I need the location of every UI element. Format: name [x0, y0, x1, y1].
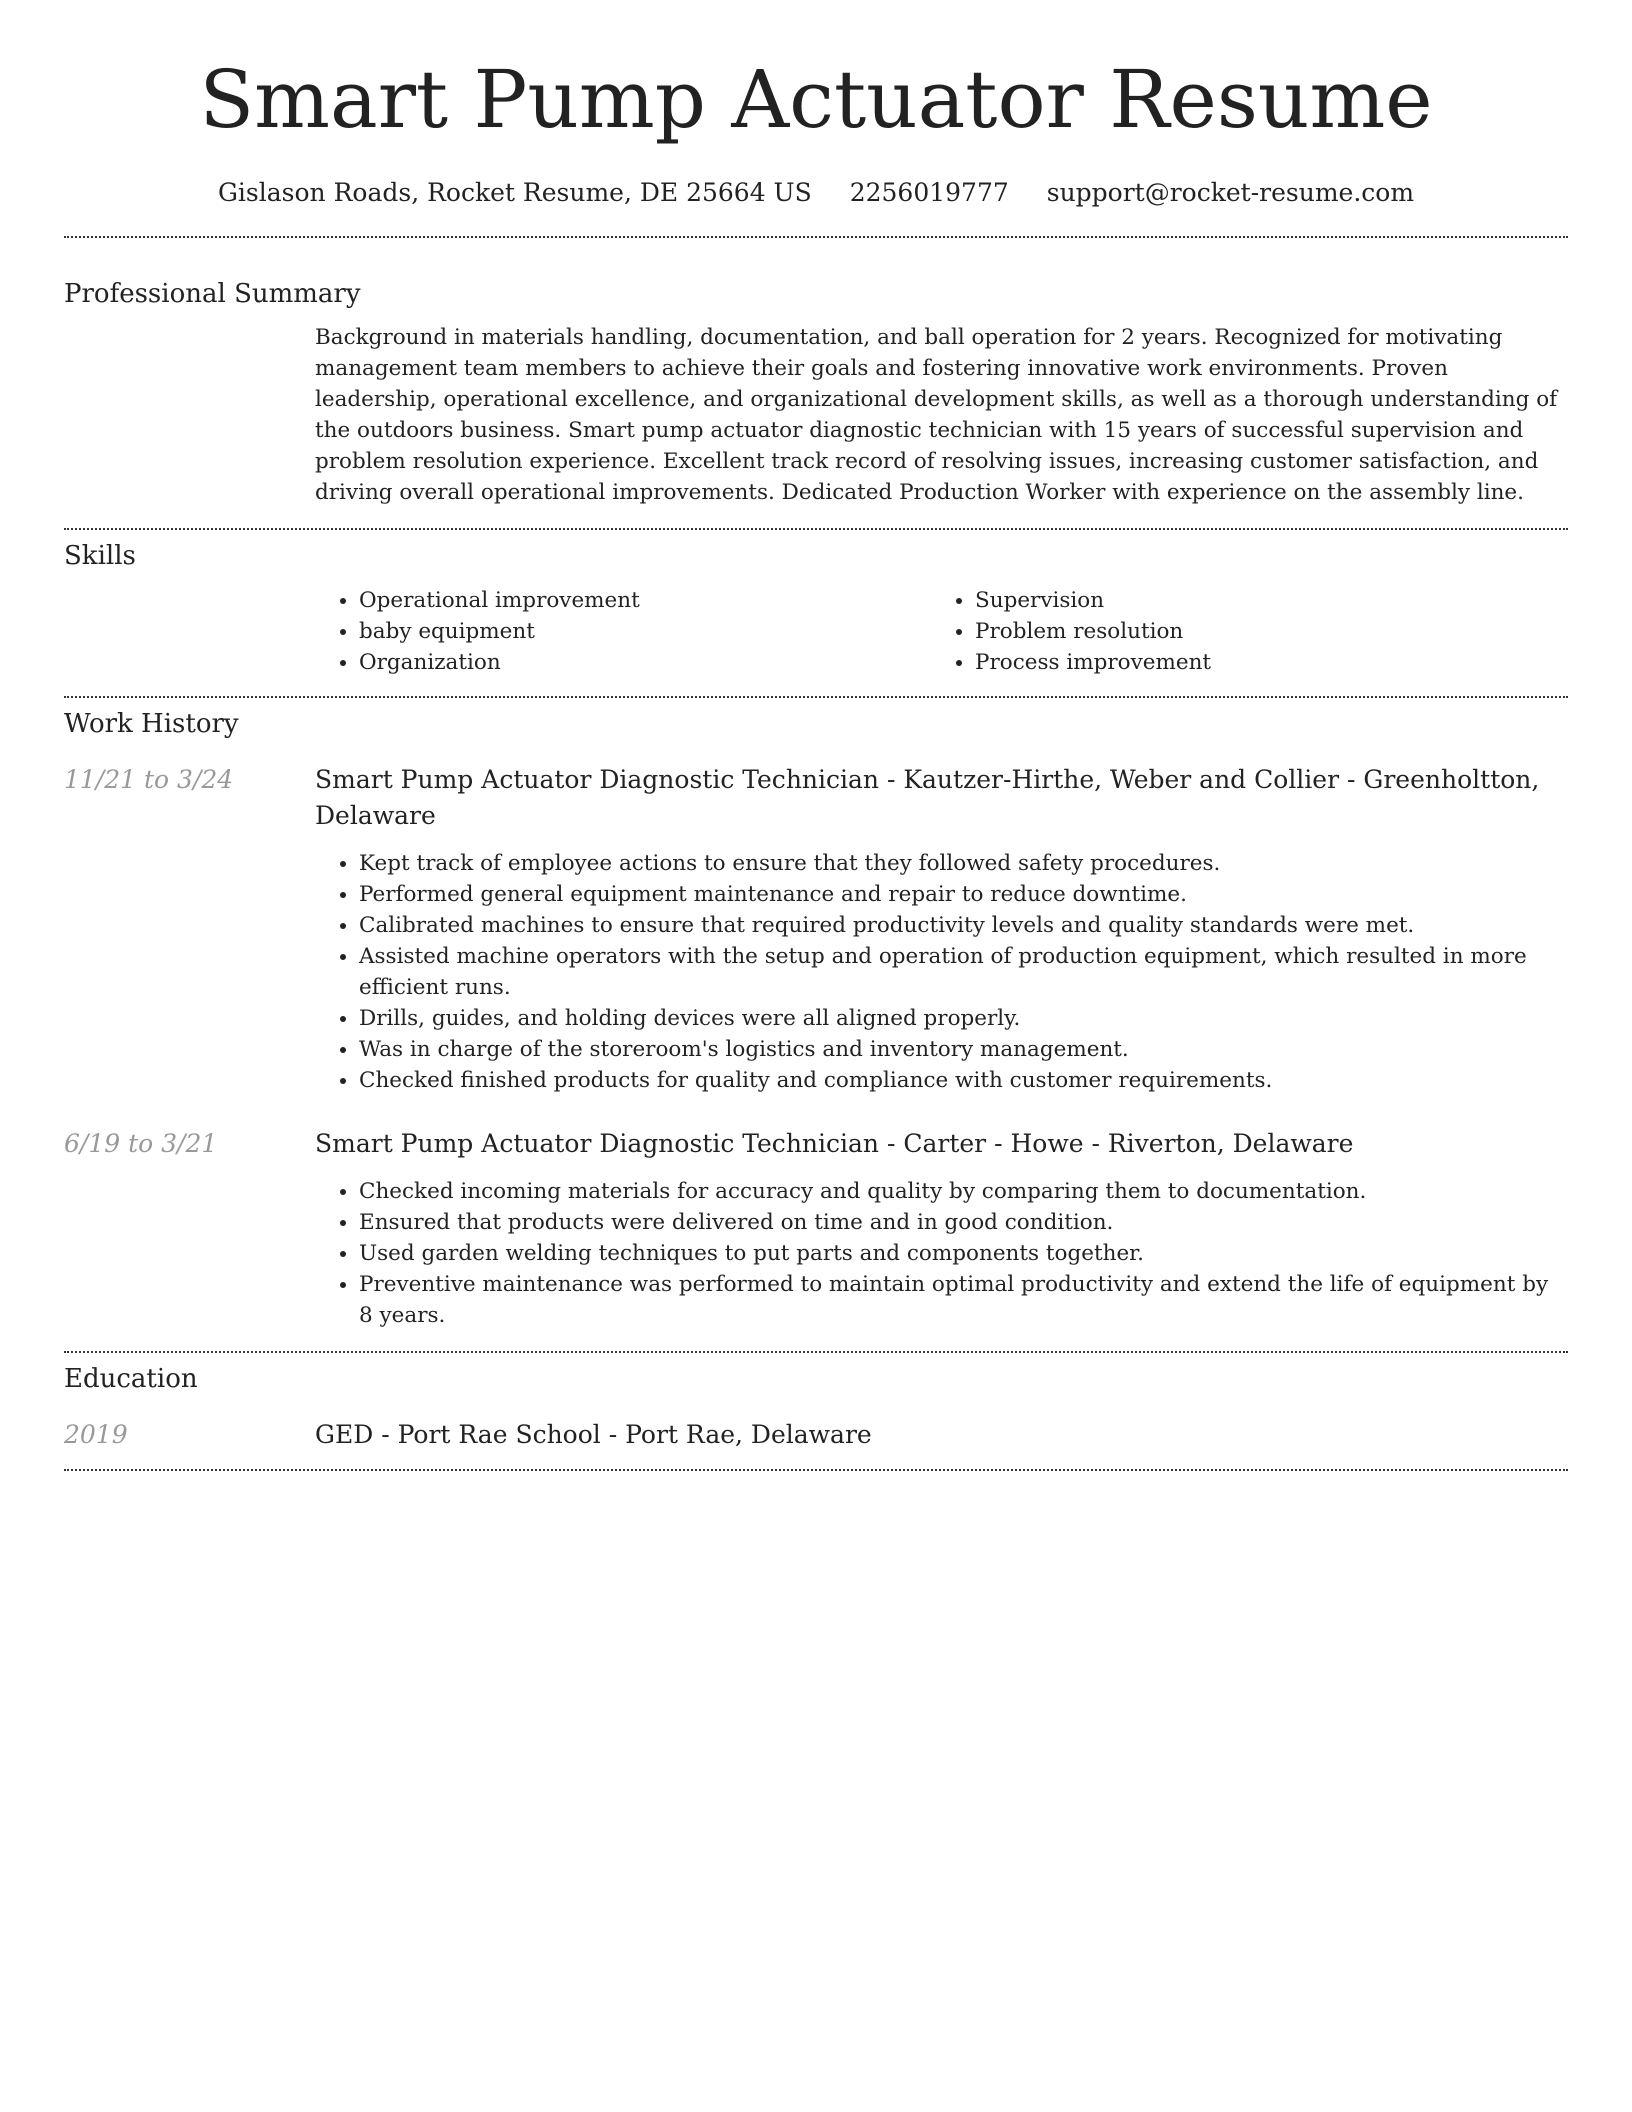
job-bullet: • Checked incoming materials for accuracy and quality by comparing them to documentation. — [359, 1176, 1568, 1207]
skill-item: • Organization — [359, 647, 931, 678]
summary-section — [64, 238, 1568, 528]
job-bullet: • Drills, guides, and holding devices were all aligned properly. — [359, 1003, 1568, 1034]
job-bullet: • Kept track of employee actions to ensure that they followed safety procedures. — [359, 848, 1568, 879]
summary-heading: Professional Summary — [64, 279, 361, 309]
education-entry — [64, 1417, 1568, 1453]
contact-line — [64, 176, 1568, 210]
job-bullet: • Preventive maintenance was performed to maintain optimal productivity and extend the life of equipment by 8 years. — [359, 1269, 1568, 1331]
job-dates: 6/19 to 3/21 — [64, 1129, 218, 1158]
job-bullet: • Performed general equipment maintenance and repair to reduce downtime. — [359, 879, 1568, 910]
resume-header — [64, 0, 1568, 210]
resume-title: Smart Pump Actuator Resume — [199, 53, 1433, 146]
summary-text: Background in materials handling, documentation, and ball operation for 2 years. Recognized for motivating management team members to achieve their goals and fostering innovative work environments. Proven leadership, operational excellence, and organizational development skills, as well as a thorough understanding of the outdoors business. Smart pump actuator diagnostic technician with 15 years of successful supervision and problem resolution experience. Excellent track record of resolving issues, increasing customer satisfaction, and driving overall operational improvements. Dedicated Production Worker with experience on the assembly line. — [315, 325, 1558, 505]
skills-column-right — [931, 585, 1547, 678]
job-entry — [64, 762, 1568, 1096]
contact-phone: 2256019777 — [849, 178, 1009, 207]
job-entry — [64, 1126, 1568, 1331]
job-title: Smart Pump Actuator Diagnostic Technician - Kautzer-Hirthe, Weber and Collier - Greenholtton, Delaware — [315, 765, 1540, 830]
contact-address: Gislason Roads, Rocket Resume, DE 25664 US — [217, 178, 812, 207]
skill-item: • Operational improvement — [359, 585, 931, 616]
skills-section — [64, 530, 1568, 696]
skills-column-left — [315, 585, 931, 678]
divider — [64, 1469, 1568, 1471]
job-dates: 11/21 to 3/24 — [64, 765, 234, 794]
work-heading: Work History — [64, 709, 239, 739]
job-title: Smart Pump Actuator Diagnostic Technician - Carter - Howe - Riverton, Delaware — [315, 1129, 1354, 1158]
contact-email: support@rocket-resume.com — [1046, 178, 1415, 207]
education-heading: Education — [64, 1364, 198, 1394]
skill-item: • Process improvement — [975, 647, 1547, 678]
job-bullet: • Used garden welding techniques to put parts and components together. — [359, 1238, 1568, 1269]
work-section — [64, 698, 1568, 1351]
job-bullet: • Ensured that products were delivered on time and in good condition. — [359, 1207, 1568, 1238]
education-section — [64, 1353, 1568, 1469]
skill-item: • baby equipment — [359, 616, 931, 647]
job-bullet: • Calibrated machines to ensure that required productivity levels and quality standards were met. — [359, 910, 1568, 941]
skill-item: • Problem resolution — [975, 616, 1547, 647]
skills-heading: Skills — [64, 541, 136, 571]
job-bullet: • Was in charge of the storeroom's logistics and inventory management. — [359, 1034, 1568, 1065]
education-title: GED - Port Rae School - Port Rae, Delaware — [315, 1420, 872, 1449]
job-bullet: • Checked finished products for quality and compliance with customer requirements. — [359, 1065, 1568, 1096]
skill-item: • Supervision — [975, 585, 1547, 616]
job-bullet: • Assisted machine operators with the setup and operation of production equipment, which resulted in more efficient runs. — [359, 941, 1568, 1003]
education-year: 2019 — [64, 1420, 128, 1449]
